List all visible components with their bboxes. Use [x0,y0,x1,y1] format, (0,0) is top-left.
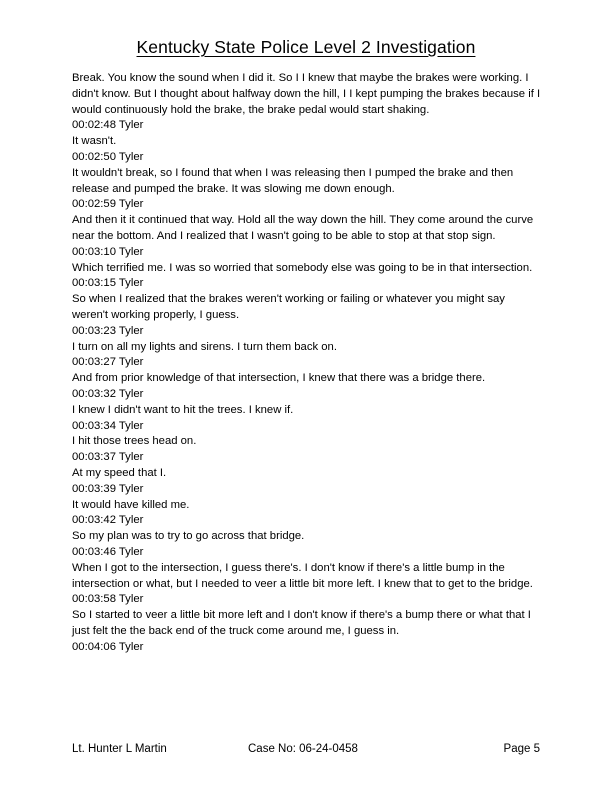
speaker-timestamp: 00:03:32 Tyler [72,387,144,400]
footer-page-number: Page 5 [503,743,540,755]
transcript-text: And then it it continued that way. Hold all the way down the hill. They come around the curve near the bottom. And I realized that I wasn't going to be able to stop at that stop sign. [72,214,534,242]
speaker-timestamp: 00:03:39 Tyler [72,482,144,495]
speaker-timestamp: 00:03:37 Tyler [72,451,144,464]
transcript-text: And from prior knowledge of that intersection, I knew that there was a bridge there. [72,372,486,385]
transcript-text: Break. You know the sound when I did it. So I I knew that maybe the brakes were working. I didn't know. But I thought about halfway down the hill, I I kept pumping the brakes because if I would continuously hold the brake, the brake pedal would start shaking. [72,72,541,116]
speaker-timestamp: 00:03:58 Tyler [72,593,144,606]
speaker-timestamp: 00:03:10 Tyler [72,245,144,258]
speaker-timestamp: 00:03:34 Tyler [72,419,144,432]
transcript-text: So I started to veer a little bit more left and I don't know if there's a bump there or what that I just felt the the back end of the truck come around me, I guess in. [72,609,531,637]
speaker-timestamp: 00:04:06 Tyler [72,640,144,653]
speaker-timestamp: 00:03:23 Tyler [72,324,144,337]
transcript-text: When I got to the intersection, I guess there's. I don't know if there's a little bump in the intersection or what, but I needed to veer a little bit more left. I knew that to get to the bridge. [72,561,533,590]
speaker-timestamp: 00:02:48 Tyler [72,119,144,132]
transcript-text: I turn on all my lights and sirens. I turn them back on. [72,340,337,353]
transcript-text: It would have killed me. [72,498,190,511]
speaker-timestamp: 00:03:42 Tyler [72,514,144,527]
speaker-timestamp: 00:02:50 Tyler [72,150,144,163]
transcript-text: I knew I didn't want to hit the trees. I knew if. [72,403,294,416]
speaker-timestamp: 00:03:46 Tyler [72,545,144,558]
speaker-timestamp: 00:03:27 Tyler [72,356,144,369]
transcript-text: Which terrified me. I was so worried that somebody else was going to be in that intersection. [72,261,533,274]
footer-case-number: Case No: 06-24-0458 [248,743,358,755]
transcript-text: I hit those trees head on. [72,435,197,448]
transcript-text: It wasn't. [72,135,117,148]
footer-author: Lt. Hunter L Martin [72,743,167,755]
transcript-text: So my plan was to try to go across that bridge. [72,530,305,543]
transcript-text: It wouldn't break, so I found that when I was releasing then I pumped the brake and then release and pumped the brake. It was slowing me down enough. [72,166,514,195]
transcript-text: At my speed that I. [72,466,167,479]
speaker-timestamp: 00:03:15 Tyler [72,277,144,290]
page-title: Kentucky State Police Level 2 Investigation [136,37,476,57]
transcript-text: So when I realized that the brakes weren't working or failing or whatever you might say weren't working properly, I guess. [72,293,505,321]
transcript-body [72,71,544,655]
speaker-timestamp: 00:02:59 Tyler [72,198,144,211]
